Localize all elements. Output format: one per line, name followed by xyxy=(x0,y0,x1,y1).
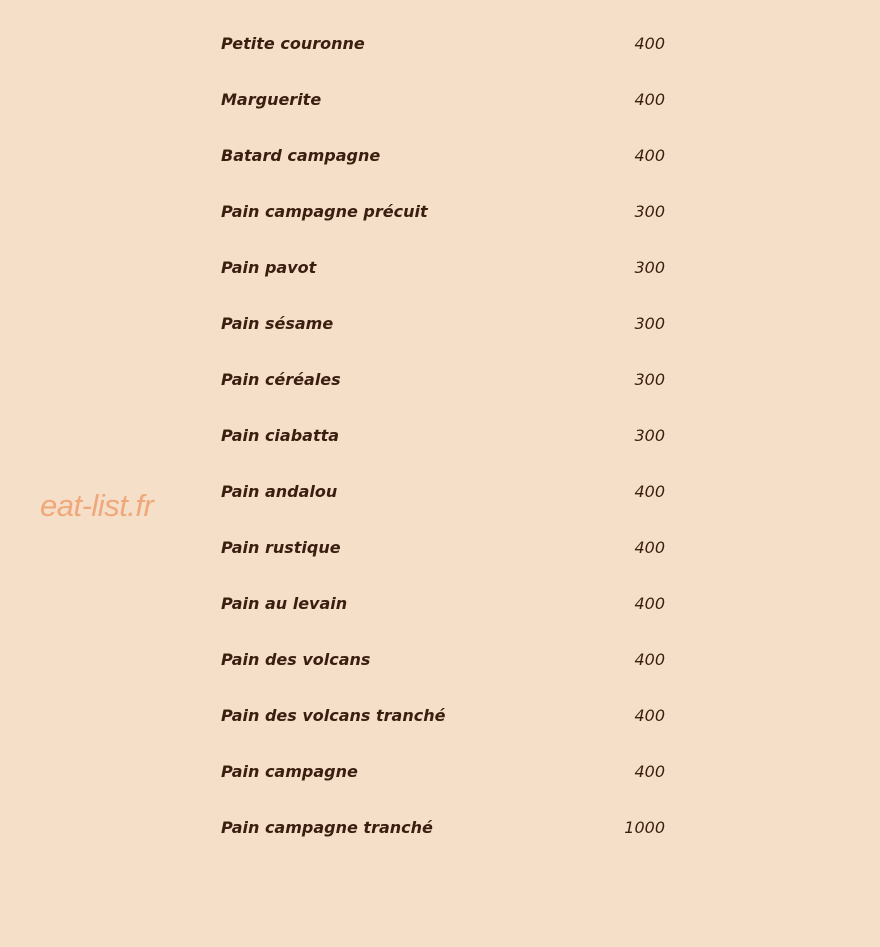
item-name: Pain sésame xyxy=(221,314,334,333)
menu-item xyxy=(221,240,665,296)
item-price: 400 xyxy=(634,482,665,501)
menu-item xyxy=(221,184,665,240)
item-name: Pain des volcans tranché xyxy=(221,706,446,725)
item-name: Pain ciabatta xyxy=(221,426,340,445)
item-name: Pain des volcans xyxy=(221,650,371,669)
item-price: 300 xyxy=(634,258,665,277)
menu-item xyxy=(221,744,665,800)
watermark: eat-list.fr xyxy=(40,488,154,523)
menu-item xyxy=(221,296,665,352)
item-price: 300 xyxy=(634,314,665,333)
item-price: 300 xyxy=(634,202,665,221)
menu-item xyxy=(221,632,665,688)
item-name: Pain céréales xyxy=(221,370,341,389)
item-name: Pain campagne précuit xyxy=(221,202,428,221)
item-name: Pain andalou xyxy=(221,482,338,501)
menu-item xyxy=(221,800,665,856)
menu-item xyxy=(221,520,665,576)
item-price: 400 xyxy=(634,594,665,613)
item-price: 400 xyxy=(634,762,665,781)
item-name: Marguerite xyxy=(221,90,322,109)
item-name: Batard campagne xyxy=(221,146,381,165)
menu-item xyxy=(221,128,665,184)
menu-item xyxy=(221,464,665,520)
menu-item xyxy=(221,576,665,632)
item-price: 400 xyxy=(634,90,665,109)
menu-item xyxy=(221,16,665,72)
menu-item xyxy=(221,352,665,408)
item-price: 300 xyxy=(634,370,665,389)
item-name: Pain campagne tranché xyxy=(221,818,433,837)
item-name: Pain rustique xyxy=(221,538,341,557)
menu-item xyxy=(221,72,665,128)
item-name: Petite couronne xyxy=(221,34,365,53)
item-price: 400 xyxy=(634,34,665,53)
item-name: Pain pavot xyxy=(221,258,317,277)
menu-list xyxy=(221,16,665,856)
item-price: 1000 xyxy=(624,818,665,837)
item-price: 400 xyxy=(634,538,665,557)
item-name: Pain au levain xyxy=(221,594,348,613)
item-price: 400 xyxy=(634,706,665,725)
menu-item xyxy=(221,688,665,744)
item-price: 400 xyxy=(634,146,665,165)
menu-item xyxy=(221,408,665,464)
item-name: Pain campagne xyxy=(221,762,358,781)
item-price: 300 xyxy=(634,426,665,445)
item-price: 400 xyxy=(634,650,665,669)
